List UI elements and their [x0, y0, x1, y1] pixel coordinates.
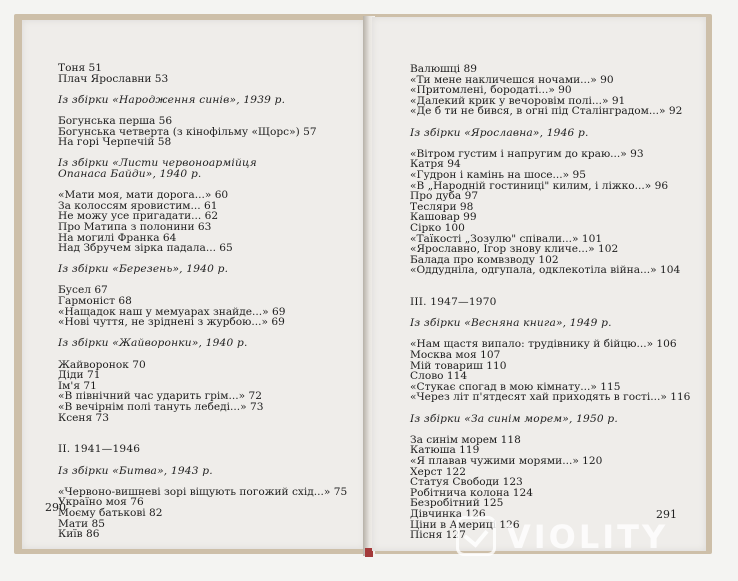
toc-entry: Ціни в Америці 126	[410, 518, 520, 531]
left-page	[22, 20, 365, 549]
toc-part-heading: II. 1941—1946	[58, 443, 141, 456]
toc-entry: «Таїкості „Зозулю" співали...» 101	[410, 232, 603, 245]
toc-entry: «В вечірнім полі тануть лебеді...» 73	[58, 401, 264, 413]
toc-entry: За синім морем 118	[410, 433, 521, 446]
toc-entry: «Нам щастя випало: трудівнику й бійцю...» 106	[410, 338, 677, 351]
toc-entry: «Стукає спогад в мою кімнату...» 115	[410, 380, 621, 393]
toc-entry: На могилі Франка 64	[58, 231, 177, 244]
watermark-text: VIOLITY	[506, 518, 669, 556]
toc-section-heading: Із збірки «Ярославна», 1946 р.	[410, 126, 589, 139]
toc-entry: Статуя Свободи 123	[410, 476, 523, 489]
toc-section-heading: Із збірки «Битва», 1943 р.	[58, 464, 213, 477]
toc-entry: «Червоно-вишневі зорі віщують погожий схід...» 75	[58, 485, 348, 498]
toc-entry: «Я плавав чужими морями...» 120	[410, 454, 603, 467]
toc-entry: Пісня 127	[410, 529, 466, 542]
toc-entry: Україно моя 76	[58, 496, 144, 509]
toc-entry: «Вітром густим і напругим до краю...» 93	[410, 147, 644, 160]
toc-entry: Ім'я 71	[58, 379, 97, 392]
toc-entry: Дівчинка 126	[410, 507, 486, 520]
toc-section-heading: Із збірки «Весняна книга», 1949 р.	[410, 317, 612, 330]
toc-entry: Балада про комвзводу 102	[410, 253, 559, 266]
toc-entry: «Нащадок наш у мемуарах знайде...» 69	[58, 305, 286, 318]
right-page-number: 291	[656, 508, 677, 521]
toc-entry: Москва моя 107	[410, 349, 501, 362]
toc-section-heading: Із збірки «Березень», 1940 р.	[58, 263, 229, 276]
right-toc-list	[384, 64, 690, 541]
toc-entry: Безробітний 125	[410, 497, 504, 510]
spacer	[40, 455, 347, 466]
toc-entry: Не можу усе пригадати... 62	[58, 210, 219, 223]
toc-section-heading: Із збірки «Жайворонки», 1940 р.	[58, 337, 248, 350]
toc-entry: Ксеня 73	[58, 411, 109, 424]
toc-entry: «Через літ п'ятдесят хай приходять в гості...» 116	[410, 391, 691, 404]
toc-entry: «В північний час ударить грім...» 72	[58, 390, 262, 403]
toc-entry: «В „Народній гостиниці" килим, і ліжко...» 96	[410, 179, 669, 192]
toc-entry: Жайворонок 70	[58, 358, 146, 371]
toc-entry: Херст 122	[410, 465, 466, 478]
toc-entry: Діди 71	[58, 369, 101, 382]
toc-entry: Про дуба 97	[410, 190, 479, 203]
toc-entry: «Ярославно, Ігор знову кличе...» 102	[410, 243, 619, 256]
violity-watermark	[456, 512, 736, 564]
toc-entry: Сірко 100	[410, 221, 465, 234]
toc-entry: Про Матипа з полонини 63	[58, 220, 212, 233]
toc-entry: Валюшці 89	[410, 63, 477, 75]
toc-entry: Мати 85	[58, 517, 105, 530]
spacer	[384, 276, 690, 287]
toc-section-heading: Із збірки «За синім морем», 1950 р.	[410, 412, 618, 425]
toc-entry: Катря 94	[410, 158, 461, 171]
toc-entry: Катюша 119	[410, 444, 480, 457]
toc-entry: «Далекий крик у вечоровім полі...» 91	[410, 94, 626, 107]
toc-entry: Робітнича колона 124	[410, 486, 534, 499]
right-page	[372, 17, 706, 551]
spacer	[384, 403, 690, 414]
toc-entry: Моєму батькові 82	[58, 506, 163, 519]
left-page-number: 290	[45, 501, 66, 514]
toc-entry: «Гудрон і камінь на шосе...» 95	[410, 168, 586, 181]
toc-entry: «Де б ти не бився, в огні під Сталінградом...» 92	[410, 105, 683, 118]
toc-entry: «Ти мене накличешся ночами...» 90	[410, 73, 614, 86]
violity-logo-icon	[456, 516, 496, 556]
toc-entry: Мій товариш 110	[410, 359, 507, 372]
toc-part-heading: III. 1947—1970	[410, 296, 497, 309]
toc-entry: «Мати моя, мати дорога...» 60	[58, 189, 229, 202]
toc-entry: Богунська четверта (з кінофільму «Щорс») 57	[58, 125, 317, 138]
toc-entry: «Оддудніла, одгупала, одклекотіла війна...» 104	[410, 264, 681, 277]
toc-entry: Тесляри 98	[410, 200, 474, 213]
toc-entry: На горі Черпечій 58	[58, 136, 172, 149]
toc-entry: Кашовар 99	[410, 211, 477, 224]
spacer	[384, 117, 690, 128]
toc-section-heading: Із збірки «Листи червоноармійця	[58, 157, 257, 170]
toc-entry: Над Збручем зірка падала... 65	[58, 242, 233, 255]
toc-entry: Гармоніст 68	[58, 295, 132, 308]
toc-section-heading: Із збірки «Народження синів», 1939 р.	[58, 93, 286, 106]
toc-entry: Бусел 67	[58, 284, 108, 297]
toc-entry: «Притомлені, бородаті...» 90	[410, 84, 572, 97]
toc-entry: «Нові чуття, не зріднені з журбою...» 69	[58, 316, 285, 329]
toc-entry: Київ 86	[58, 528, 100, 541]
toc-entry: Богунська перша 56	[58, 114, 173, 127]
toc-entry: За колоссям яровистим... 61	[58, 199, 218, 212]
spacer	[40, 423, 347, 434]
toc-entry: Плач Ярославни 53	[58, 72, 169, 85]
toc-section-heading: Опанаса Байди», 1940 р.	[58, 167, 202, 180]
toc-entry: Слово 114	[410, 370, 468, 383]
toc-entry: Тоня 51	[58, 62, 103, 74]
left-toc-list	[40, 63, 347, 540]
